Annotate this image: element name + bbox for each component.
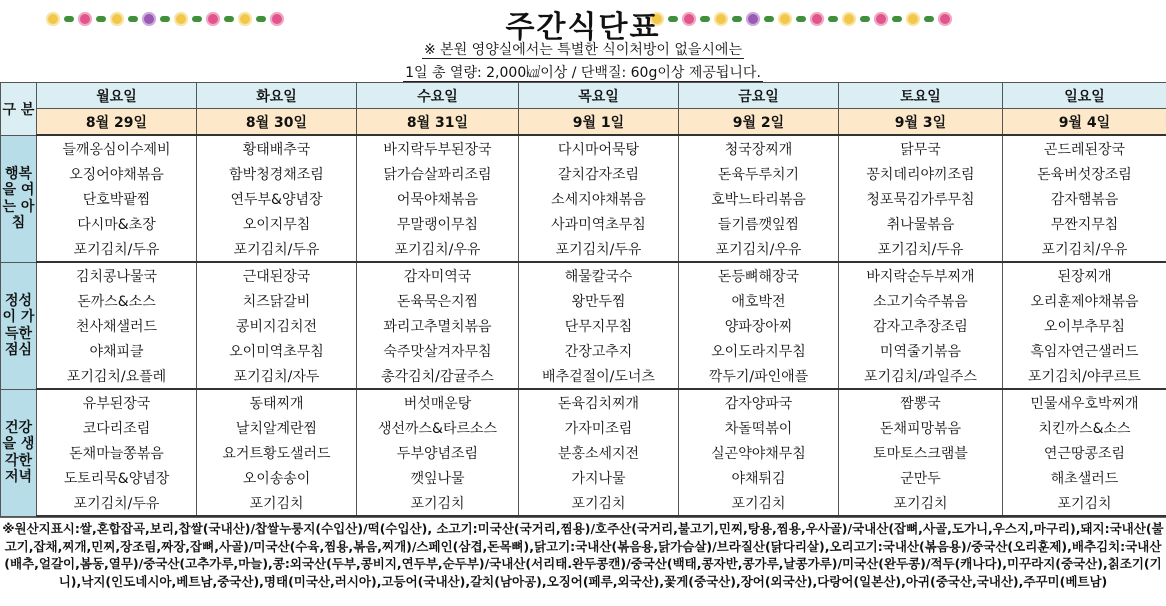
menu-item: 포기김치 bbox=[357, 490, 519, 516]
notice-line-1: ※ 본원 영양실에서는 특별한 식이처방이 없을시에는 bbox=[424, 42, 742, 58]
day-name: 수요일 bbox=[357, 83, 519, 109]
menu-item: 연두부&양념장 bbox=[197, 186, 357, 211]
menu-item: 도토리묵&양념장 bbox=[37, 465, 197, 490]
day-name: 일요일 bbox=[1003, 83, 1166, 109]
menu-row bbox=[1, 338, 1166, 363]
weekly-menu-table bbox=[0, 82, 1166, 517]
menu-item: 실곤약야채무침 bbox=[679, 440, 839, 465]
menu-item: 유부된장국 bbox=[37, 389, 197, 415]
menu-row bbox=[1, 465, 1166, 490]
menu-item: 두부양념조림 bbox=[357, 440, 519, 465]
menu-item: 차돌떡볶이 bbox=[679, 415, 839, 440]
menu-item: 곤드레된장국 bbox=[1003, 135, 1166, 161]
menu-item: 포기김치/우유 bbox=[1003, 236, 1166, 262]
menu-item: 바지락순두부찌개 bbox=[839, 262, 1003, 288]
day-date: 9월 1일 bbox=[519, 109, 679, 136]
day-date: 8월 30일 bbox=[197, 109, 357, 136]
menu-item: 감자고추장조림 bbox=[839, 313, 1003, 338]
menu-item: 양파장아찌 bbox=[679, 313, 839, 338]
menu-item: 다시마&초장 bbox=[37, 211, 197, 236]
menu-item: 취나물볶음 bbox=[839, 211, 1003, 236]
menu-item: 청국장찌개 bbox=[679, 135, 839, 161]
menu-item: 꽈리고추멸치볶음 bbox=[357, 313, 519, 338]
menu-item: 코다리조림 bbox=[37, 415, 197, 440]
menu-item: 포기김치/두유 bbox=[37, 236, 197, 262]
notice-line-2: 1일 총 열량: 2,000㎉이상 / 단백질: 60g이상 제공됩니다. bbox=[405, 65, 761, 81]
menu-item: 오이부추무침 bbox=[1003, 313, 1166, 338]
menu-row bbox=[1, 363, 1166, 389]
day-name: 토요일 bbox=[839, 83, 1003, 109]
menu-item: 해물칼국수 bbox=[519, 262, 679, 288]
menu-item: 야채튀김 bbox=[679, 465, 839, 490]
menu-item: 요거트황도샐러드 bbox=[197, 440, 357, 465]
meal-body bbox=[1, 135, 1166, 516]
menu-item: 포기김치/두유 bbox=[37, 490, 197, 516]
menu-item: 동태찌개 bbox=[197, 389, 357, 415]
menu-item: 들깨옹심이수제비 bbox=[37, 135, 197, 161]
menu-item: 간장고추지 bbox=[519, 338, 679, 363]
menu-item: 포기김치/두유 bbox=[519, 236, 679, 262]
menu-row bbox=[1, 440, 1166, 465]
menu-item: 황태배추국 bbox=[197, 135, 357, 161]
menu-item: 오이송송이 bbox=[197, 465, 357, 490]
menu-item: 민물새우호박찌개 bbox=[1003, 389, 1166, 415]
menu-item: 깍두기/파인애플 bbox=[679, 363, 839, 389]
menu-item: 치즈닭갈비 bbox=[197, 288, 357, 313]
menu-item: 미역줄기볶음 bbox=[839, 338, 1003, 363]
meal-label: 정성이 가득한 점심 bbox=[1, 262, 37, 389]
menu-item: 포기김치/두유 bbox=[839, 236, 1003, 262]
menu-item: 단무지무침 bbox=[519, 313, 679, 338]
menu-item: 돈까스&소스 bbox=[37, 288, 197, 313]
menu-item: 함박청경채조림 bbox=[197, 161, 357, 186]
menu-item: 돈채피망볶음 bbox=[839, 415, 1003, 440]
menu-item: 포기김치 bbox=[197, 490, 357, 516]
menu-item: 생선까스&타르소스 bbox=[357, 415, 519, 440]
menu-item: 들기름깻잎찜 bbox=[679, 211, 839, 236]
menu-item: 포기김치 bbox=[839, 490, 1003, 516]
menu-item: 숙주맛살겨자무침 bbox=[357, 338, 519, 363]
menu-row bbox=[1, 415, 1166, 440]
menu-item: 포기김치/우유 bbox=[357, 236, 519, 262]
menu-item: 날치알계란찜 bbox=[197, 415, 357, 440]
menu-item: 닭가슴살꽈리조림 bbox=[357, 161, 519, 186]
menu-item: 돈육두루치기 bbox=[679, 161, 839, 186]
menu-item: 콩비지김치전 bbox=[197, 313, 357, 338]
menu-item: 무말랭이무침 bbox=[357, 211, 519, 236]
menu-item: 치킨까스&소스 bbox=[1003, 415, 1166, 440]
menu-item: 된장찌개 bbox=[1003, 262, 1166, 288]
menu-item: 버섯매운탕 bbox=[357, 389, 519, 415]
menu-row bbox=[1, 288, 1166, 313]
menu-item: 흑임자연근샐러드 bbox=[1003, 338, 1166, 363]
day-date: 8월 29일 bbox=[37, 109, 197, 136]
menu-item: 어묵야채볶음 bbox=[357, 186, 519, 211]
menu-row bbox=[1, 161, 1166, 186]
menu-item: 오이미역초무침 bbox=[197, 338, 357, 363]
menu-item: 돈육김치찌개 bbox=[519, 389, 679, 415]
menu-item: 야채피클 bbox=[37, 338, 197, 363]
menu-item: 포기김치/우유 bbox=[679, 236, 839, 262]
day-date: 9월 2일 bbox=[679, 109, 839, 136]
menu-item: 포기김치/요플레 bbox=[37, 363, 197, 389]
menu-item: 감자미역국 bbox=[357, 262, 519, 288]
menu-row bbox=[1, 211, 1166, 236]
menu-item: 돈등뼈해장국 bbox=[679, 262, 839, 288]
menu-item: 다시마어묵탕 bbox=[519, 135, 679, 161]
menu-item: 바지락두부된장국 bbox=[357, 135, 519, 161]
menu-item: 연근땅콩조림 bbox=[1003, 440, 1166, 465]
menu-row bbox=[1, 389, 1166, 415]
menu-item: 포기김치/자두 bbox=[197, 363, 357, 389]
menu-item: 갈치감자조림 bbox=[519, 161, 679, 186]
menu-item: 해초샐러드 bbox=[1003, 465, 1166, 490]
menu-row bbox=[1, 262, 1166, 288]
menu-item: 사과미역초무침 bbox=[519, 211, 679, 236]
menu-row bbox=[1, 490, 1166, 516]
menu-item: 소고기숙주볶음 bbox=[839, 288, 1003, 313]
date-row bbox=[1, 109, 1166, 136]
menu-row bbox=[1, 236, 1166, 262]
menu-item: 감자양파국 bbox=[679, 389, 839, 415]
menu-item: 애호박전 bbox=[679, 288, 839, 313]
meal-label: 행복을 여는 아침 bbox=[1, 135, 37, 262]
menu-item: 돈육버섯장조림 bbox=[1003, 161, 1166, 186]
day-name: 월요일 bbox=[37, 83, 197, 109]
menu-item: 포기김치/과일주스 bbox=[839, 363, 1003, 389]
menu-item: 포기김치 bbox=[679, 490, 839, 516]
menu-item: 토마토스크램블 bbox=[839, 440, 1003, 465]
menu-row bbox=[1, 186, 1166, 211]
menu-item: 돈채마늘쫑볶음 bbox=[37, 440, 197, 465]
menu-item: 가지나물 bbox=[519, 465, 679, 490]
day-name: 목요일 bbox=[519, 83, 679, 109]
menu-row bbox=[1, 135, 1166, 161]
day-date: 8월 31일 bbox=[357, 109, 519, 136]
menu-item: 오이지무침 bbox=[197, 211, 357, 236]
menu-item: 호박느타리볶음 bbox=[679, 186, 839, 211]
menu-item: 감자햄볶음 bbox=[1003, 186, 1166, 211]
header bbox=[0, 0, 1166, 82]
menu-item: 꽁치데리야끼조림 bbox=[839, 161, 1003, 186]
menu-item: 분홍소세지전 bbox=[519, 440, 679, 465]
menu-item: 배추겉절이/도너츠 bbox=[519, 363, 679, 389]
menu-item: 닭무국 bbox=[839, 135, 1003, 161]
menu-item: 포기김치 bbox=[519, 490, 679, 516]
gubun-label: 구 분 bbox=[1, 83, 37, 136]
menu-item: 단호박팥찜 bbox=[37, 186, 197, 211]
menu-item: 무짠지무침 bbox=[1003, 211, 1166, 236]
day-date: 9월 4일 bbox=[1003, 109, 1166, 136]
menu-row bbox=[1, 313, 1166, 338]
menu-item: 돈육묵은지찜 bbox=[357, 288, 519, 313]
day-name: 금요일 bbox=[679, 83, 839, 109]
menu-item: 가자미조림 bbox=[519, 415, 679, 440]
menu-item: 왕만두찜 bbox=[519, 288, 679, 313]
menu-item: 천사채샐러드 bbox=[37, 313, 197, 338]
meal-label: 건강을 생각한 저녁 bbox=[1, 389, 37, 516]
menu-item: 오이도라지무침 bbox=[679, 338, 839, 363]
menu-item: 포기김치 bbox=[1003, 490, 1166, 516]
menu-item: 총각김치/감귤주스 bbox=[357, 363, 519, 389]
menu-item: 군만두 bbox=[839, 465, 1003, 490]
origin-notice: ※원산지표시:쌀,혼합잡곡,보리,찹쌀(국내산)/찹쌀누룽지(수입산)/떡(수입산), 소고기:미국산(국거리,찜용)/호주산(국거리,불고기,민찌,탕용,찜용,우사골)/국내산(잡뼈,사골,도가니,우스지,마구리),돼지:국내산(불고기,잡채,찌개,민찌,장조림,짜장,잡뼈,사골)/미국산(수육,찜용,볶음,찌개)/스페인(삼겹,돈목뼈),닭고기:국내산(볶음용,닭가슴살)/브라질산(닭다리살),오리고기:국내산(볶음용)/중국산(오리훈제),배추김치:국내산(배추,얼갈이,봄동,열무)/중국산(고추가루,마늘),콩:외국산(두부,콩비지,연두부,순두부)/국내산(서리태.완두콩캔)/중국산(백태,콩자반,콩가루,날콩가루)/미국산(완두콩)/적두(캐나다),미꾸라지(중국산),칡조기(기니),낙지(인도네시아,베트남,중국산),명태(미국산,러시아),고등어(국내산),갈치(남아공),오징어(페루,외국산),꽃게(중국산),장어(외국산),다랑어(일본산),아귀(중국산,국내산),주꾸미(베트남) bbox=[0, 517, 1166, 592]
menu-item: 오리훈제야채볶음 bbox=[1003, 288, 1166, 313]
menu-item: 짬뽕국 bbox=[839, 389, 1003, 415]
menu-item: 포기김치/두유 bbox=[197, 236, 357, 262]
menu-item: 오징어야채볶음 bbox=[37, 161, 197, 186]
menu-item: 청포묵김가루무침 bbox=[839, 186, 1003, 211]
day-name-row bbox=[1, 83, 1166, 109]
menu-item: 근대된장국 bbox=[197, 262, 357, 288]
menu-item: 깻잎나물 bbox=[357, 465, 519, 490]
menu-item: 김치콩나물국 bbox=[37, 262, 197, 288]
day-date: 9월 3일 bbox=[839, 109, 1003, 136]
page-title: 주간식단표 bbox=[505, 10, 661, 45]
menu-item: 소세지야채볶음 bbox=[519, 186, 679, 211]
menu-item: 포기김치/야쿠르트 bbox=[1003, 363, 1166, 389]
day-name: 화요일 bbox=[197, 83, 357, 109]
